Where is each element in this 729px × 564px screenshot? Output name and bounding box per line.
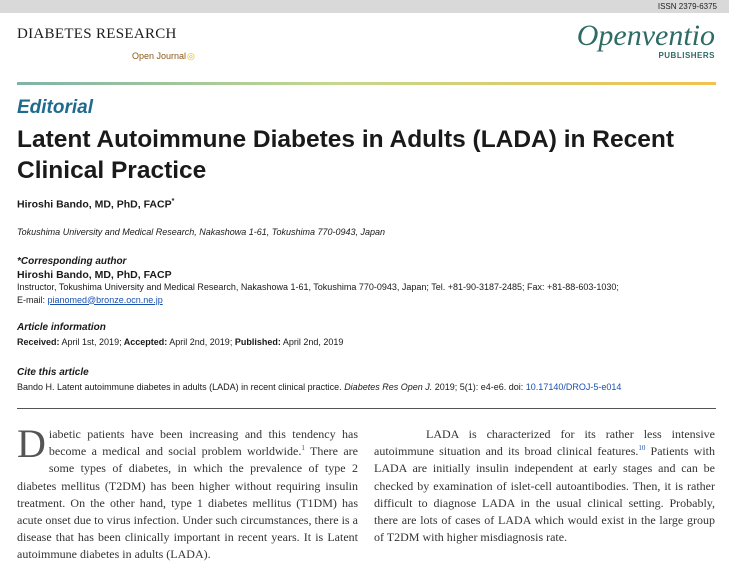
author-line [17,198,174,211]
reference-10[interactable]: 10 [638,444,646,453]
publisher-sub: PUBLISHERS [658,51,715,60]
corresponding-label: *Corresponding author [17,256,127,267]
body-column-left [17,421,358,564]
author-mark: * [171,198,175,205]
publisher-logo [577,20,715,60]
publisher-name: Openventio [576,19,715,52]
top-bar [0,0,729,13]
affiliation: Tokushima University and Medical Research, Nakashowa 1-61, Tokushima 770-0943, Japan [17,227,386,237]
paragraph-text: There are some types of diabetes, in which the prevalence of type 2 diabetes mellitus (T2DM) has been higher without requiring insulin treatment. On the other hand, type 1 diabetes mellitus (T1DM) has acute onset due to virus infection. Under such circumstances, there is a disease that has been clinically important in recent years. It is Latent autoimmune diabetes in adults (LADA). [17,444,358,562]
corresponding-address: Instructor, Tokushima University and Medical Research, Nakashowa 1-61, Tokushima 770-0943, Japan; Tel. +81-90-3187-2485; Fax: +81-88-603-1030; [17,282,619,292]
author-name: Hiroshi Bando, MD, PhD, FACP [17,198,172,211]
journal-subtitle [132,51,195,62]
citation-details: 2019; 5(1): e4-e6. doi: [432,382,526,392]
dates-line [17,335,343,349]
article-title: Latent Autoimmune Diabetes in Adults (LADA) in Recent Clinical Practice [17,126,674,184]
lightbulb-icon: ◎ [187,51,195,61]
drop-cap: D [17,421,46,466]
email-line [17,294,717,307]
corresponding-name: Hiroshi Bando, MD, PhD, FACP [17,268,172,281]
citation-line [17,380,717,394]
header-rule [17,82,716,85]
section-label: Editorial [17,97,94,118]
citation-text: Bando H. Latent autoimmune diabetes in adults (LADA) in recent clinical practice. [17,382,345,392]
reference-1[interactable]: 1 [301,444,305,453]
article-information [17,321,343,349]
doi-link[interactable]: 10.17140/DROJ-5-e014 [525,382,622,392]
published-date: April 2nd, 2019 [280,337,344,347]
accepted-date: April 2nd, 2019; [167,337,233,347]
body-column-right [374,426,715,546]
cite-label: Cite this article [17,367,89,378]
paragraph [17,421,358,564]
published-label: Published: [232,337,281,347]
paragraph-text: LADA is characterized for its rather less intensive autoimmune situation and its broad clinical features. [374,427,715,459]
cite-article [17,366,717,394]
accepted-label: Accepted: [121,337,168,347]
issn: ISSN 2379-6375 [657,2,717,11]
journal-subtitle-text: Open Journal [132,51,187,61]
paragraph [374,426,715,546]
email-label: E-mail: [17,294,48,305]
article-info-label: Article information [17,322,106,333]
paragraph-text: iabetic patients have been increasing and this tendency has become a medical and social problem worldwide. [48,427,358,459]
divider [17,408,716,409]
email-link[interactable]: pianomed@bronze.ocn.ne.jp [47,294,163,305]
corresponding-author [17,256,717,306]
received-label: Received: [17,337,60,347]
citation-journal: Diabetes Res Open J. [344,382,433,392]
received-date: April 1st, 2019; [59,337,122,347]
journal-name: DIABETES RESEARCH [17,26,177,42]
paragraph-text: Patients with LADA are initially insulin independent at early stages and can be checked by examination of islet-cell autoantibodies. Then, it is rather difficult to diagnose LADA in the usual clinical setting. Probably, there are lots of cases of LADA which would exist in the large group of T2DM with higher misdiagnosis rate. [374,444,715,545]
